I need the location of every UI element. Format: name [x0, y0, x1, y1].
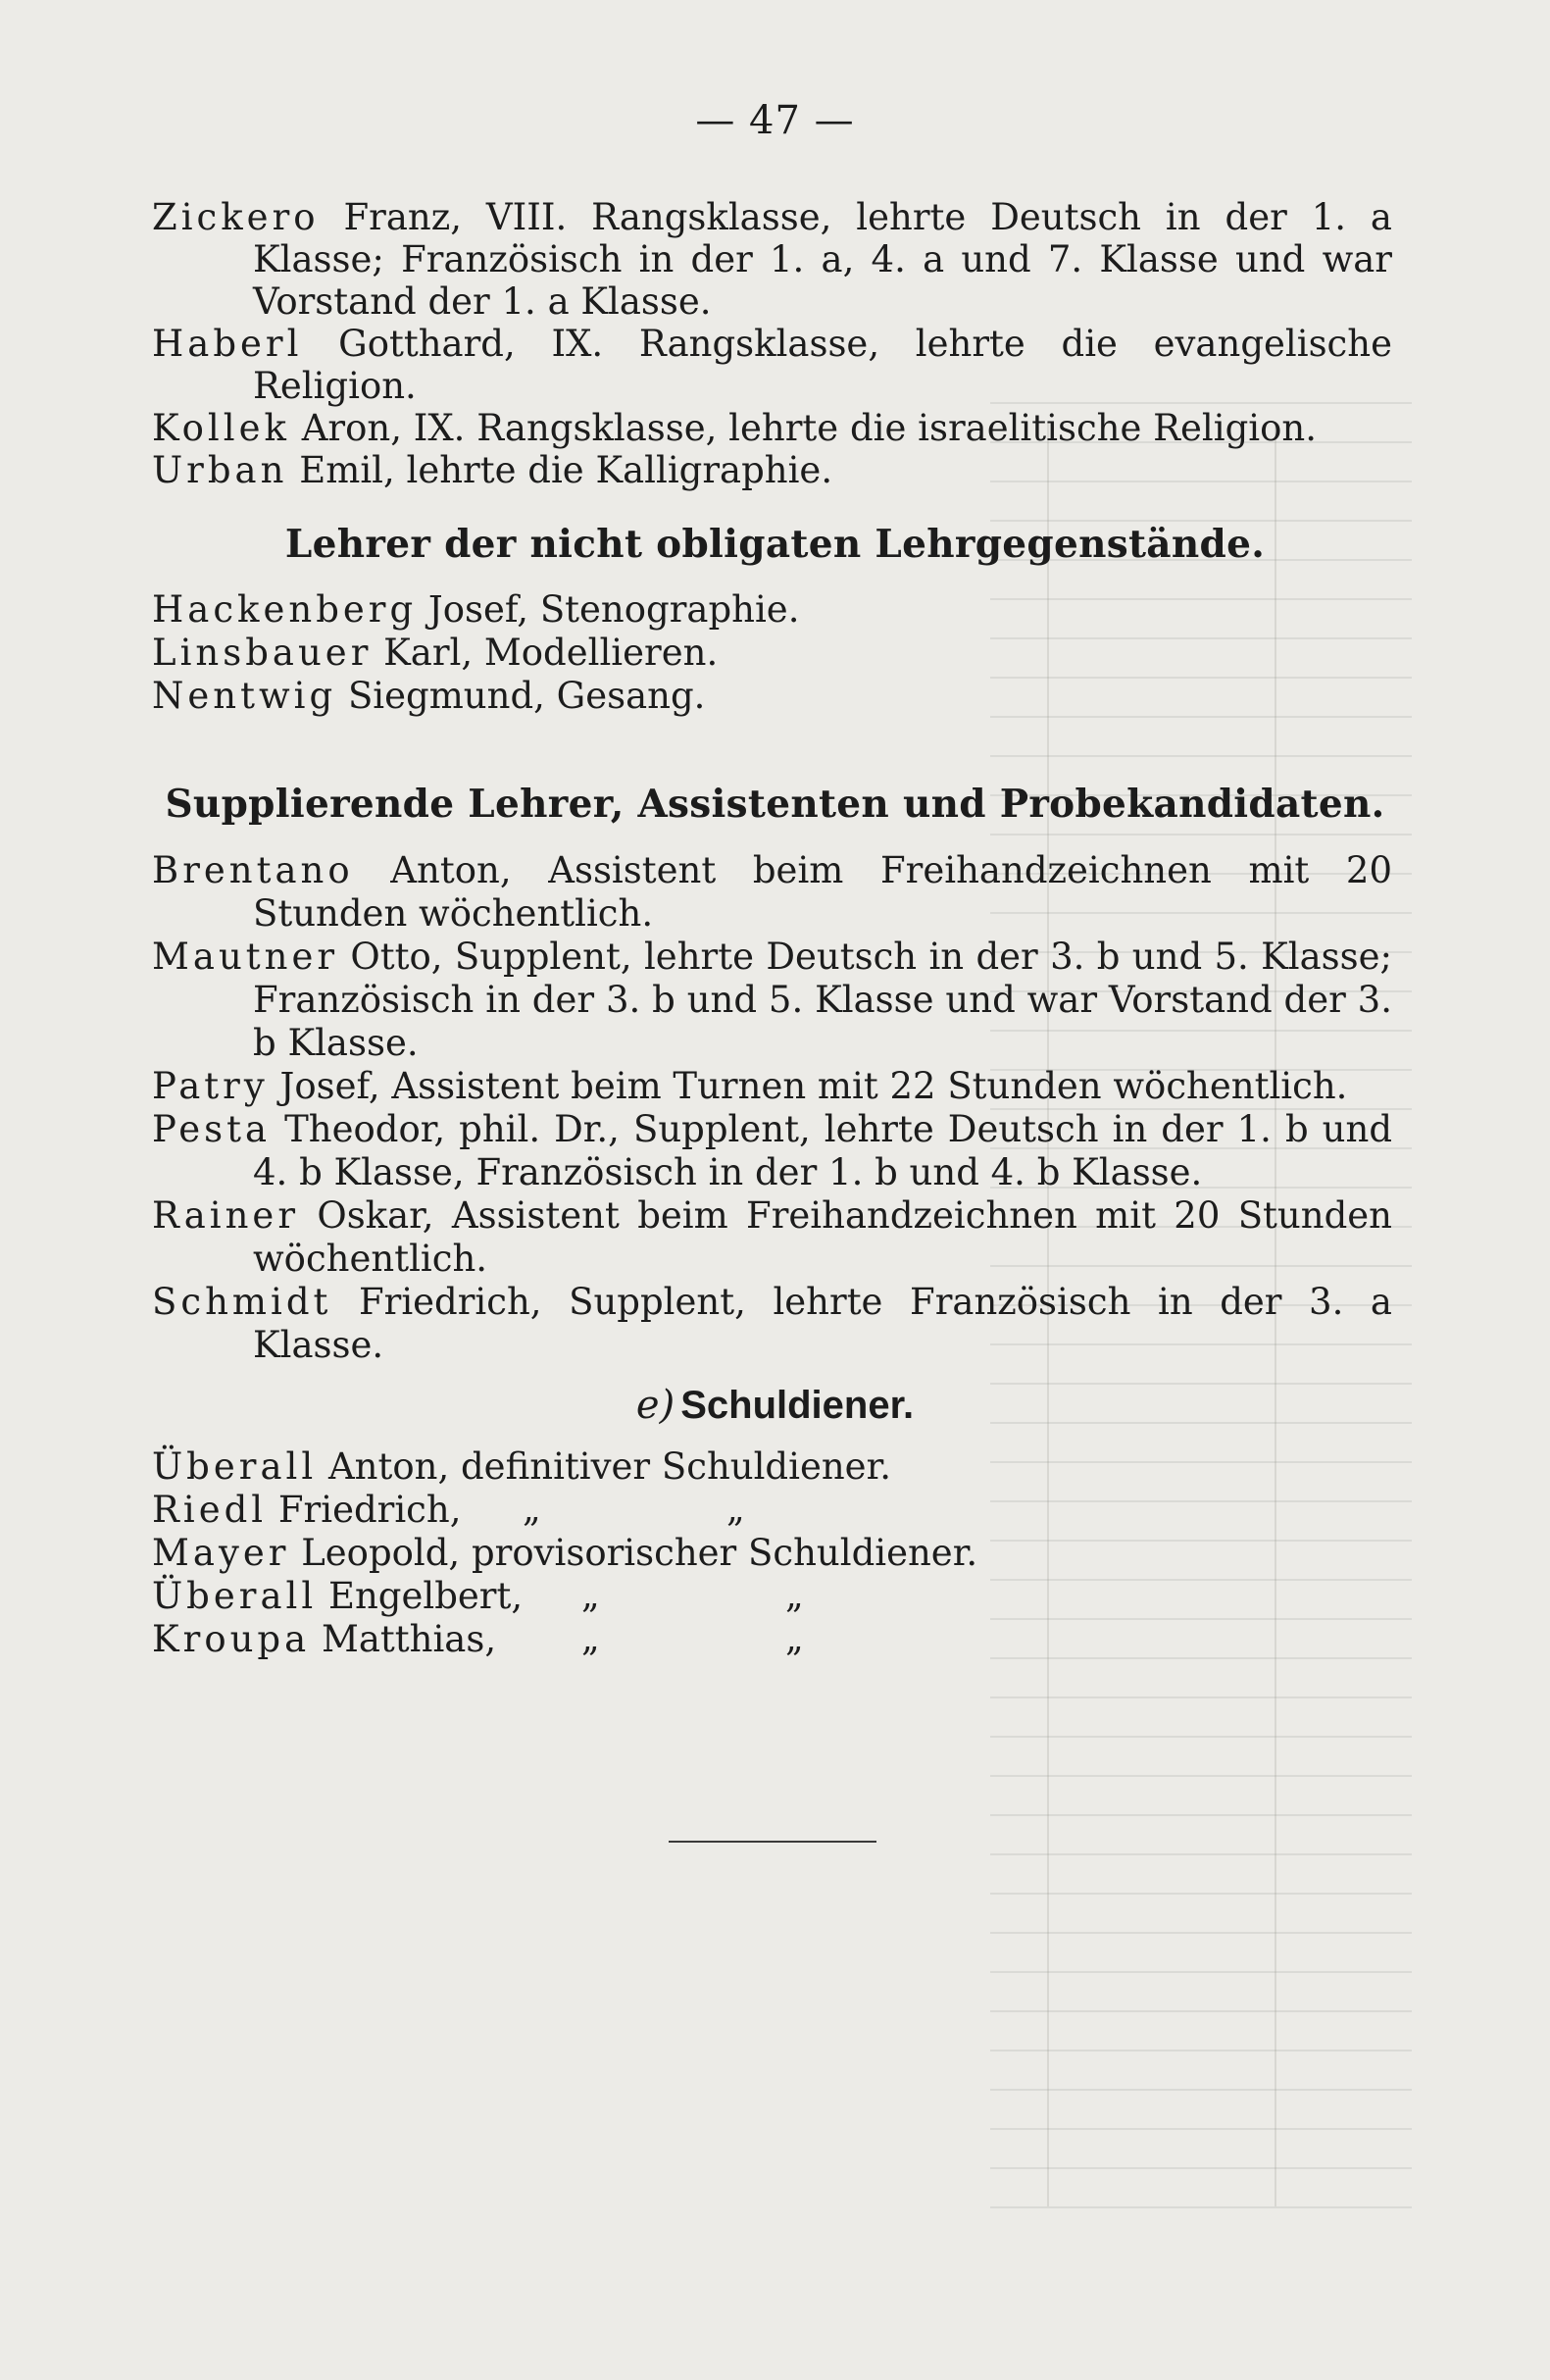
janitor-surname: Überall	[152, 1575, 318, 1617]
teacher-surname: Rainer	[152, 1194, 300, 1237]
teacher-surname: Brentano	[152, 849, 354, 891]
supplementary-teacher-list	[152, 849, 1392, 1367]
teacher-surname: Patry	[152, 1065, 269, 1107]
page-number: — 47 —	[695, 98, 855, 143]
teacher-entry	[152, 449, 1392, 491]
janitor-entry	[152, 1532, 1392, 1575]
teacher-details: Aron, IX. Rangsklasse, lehrte die israelitische Religion.	[301, 407, 1317, 449]
ditto-mark: „	[523, 1490, 541, 1530]
teacher-entry	[152, 323, 1392, 407]
janitor-surname: Mayer	[152, 1532, 290, 1574]
janitor-details: Engelbert,	[327, 1575, 524, 1617]
teacher-surname: Zickero	[152, 196, 320, 238]
teacher-surname: Haberl	[152, 323, 303, 365]
janitor-surname: Überall	[152, 1445, 318, 1488]
optional-teacher-list	[152, 588, 1392, 718]
teacher-surname: Kollek	[152, 407, 290, 449]
janitor-list	[152, 1445, 1392, 1661]
section-heading-janitors	[0, 1383, 1550, 1428]
teacher-surname: Mautner	[152, 936, 339, 978]
ditto-mark: „	[785, 1619, 804, 1659]
teacher-entry	[152, 588, 1392, 632]
teacher-details: Josef, Stenographie.	[427, 588, 800, 631]
section-heading-optional-subjects: Lehrer der nicht obligaten Lehrgegenstände.	[284, 522, 1266, 567]
teacher-details: Emil, lehrte die Kalligraphie.	[299, 449, 833, 491]
teacher-entry	[152, 936, 1392, 1065]
teacher-details: Otto, Supplent, lehrte Deutsch in der 3. b und 5. Klasse; Französisch in der 3. b und 5. Klasse und war Vorstand der 3. b Klasse.	[253, 936, 1392, 1064]
teacher-entry	[152, 1194, 1392, 1281]
teacher-details: Theodor, phil. Dr., Supplent, lehrte Deutsch in der 1. b und 4. b Klasse, Französisch in der 1. b und 4. b Klasse.	[253, 1108, 1393, 1193]
teacher-details: Karl, Modellieren.	[383, 632, 719, 674]
janitor-entry	[152, 1575, 1392, 1618]
closing-rule	[669, 1841, 876, 1843]
janitor-surname: Kroupa	[152, 1618, 311, 1660]
teacher-details: Franz, VIII. Rangsklasse, lehrte Deutsch in der 1. a Klasse; Französisch in der 1. a, 4. a und 7. Klasse und war Vorstand der 1. a Klasse.	[253, 196, 1392, 323]
teacher-surname: Schmidt	[152, 1281, 332, 1323]
janitor-entry	[152, 1489, 1392, 1532]
teacher-entry	[152, 849, 1392, 936]
teacher-entry	[152, 407, 1392, 449]
teacher-details: Friedrich, Supplent, lehrte Französisch in der 3. a Klasse.	[253, 1281, 1392, 1366]
janitor-entry	[152, 1445, 1392, 1489]
janitor-details: Matthias,	[321, 1618, 497, 1660]
janitor-entry	[152, 1618, 1392, 1661]
teacher-entry	[152, 1108, 1392, 1194]
teacher-surname: Urban	[152, 449, 288, 491]
teacher-entry	[152, 1281, 1392, 1367]
teacher-entry	[152, 632, 1392, 675]
teacher-details: Anton, Assistent beim Freihandzeichnen mit 20 Stunden wöchentlich.	[253, 849, 1393, 935]
janitor-details: Leopold, provisorischer Schuldiener.	[301, 1532, 978, 1574]
janitor-details: Friedrich,	[277, 1489, 462, 1531]
teacher-details: Oskar, Assistent beim Freihandzeichnen mit 20 Stunden wöchentlich.	[253, 1194, 1392, 1280]
ditto-mark: „	[726, 1490, 745, 1530]
section-heading-supplementary: Supplierende Lehrer, Assistenten und Probekandidaten.	[165, 782, 1385, 827]
ditto-mark: „	[785, 1576, 804, 1616]
teacher-entry	[152, 1065, 1392, 1108]
ditto-mark: „	[581, 1576, 600, 1616]
teacher-entry	[152, 196, 1392, 323]
janitor-surname: Riedl	[152, 1489, 268, 1531]
teacher-surname: Linsbauer	[152, 632, 373, 674]
teacher-surname: Hackenberg	[152, 588, 418, 631]
teacher-details: Siegmund, Gesang.	[347, 675, 706, 717]
teacher-details: Josef, Assistent beim Turnen mit 22 Stunden wöchentlich.	[279, 1065, 1348, 1107]
section-letter: e)	[635, 1383, 675, 1428]
janitor-details: Anton, definitiver Schuldiener.	[327, 1445, 891, 1488]
ditto-mark: „	[581, 1619, 600, 1659]
teacher-list	[152, 196, 1392, 491]
teacher-entry	[152, 675, 1392, 718]
teacher-details: Gotthard, IX. Rangsklasse, lehrte die evangelische Religion.	[253, 323, 1393, 407]
section-title: Schuldiener.	[680, 1384, 915, 1427]
teacher-surname: Nentwig	[152, 675, 337, 717]
teacher-surname: Pesta	[152, 1108, 272, 1150]
